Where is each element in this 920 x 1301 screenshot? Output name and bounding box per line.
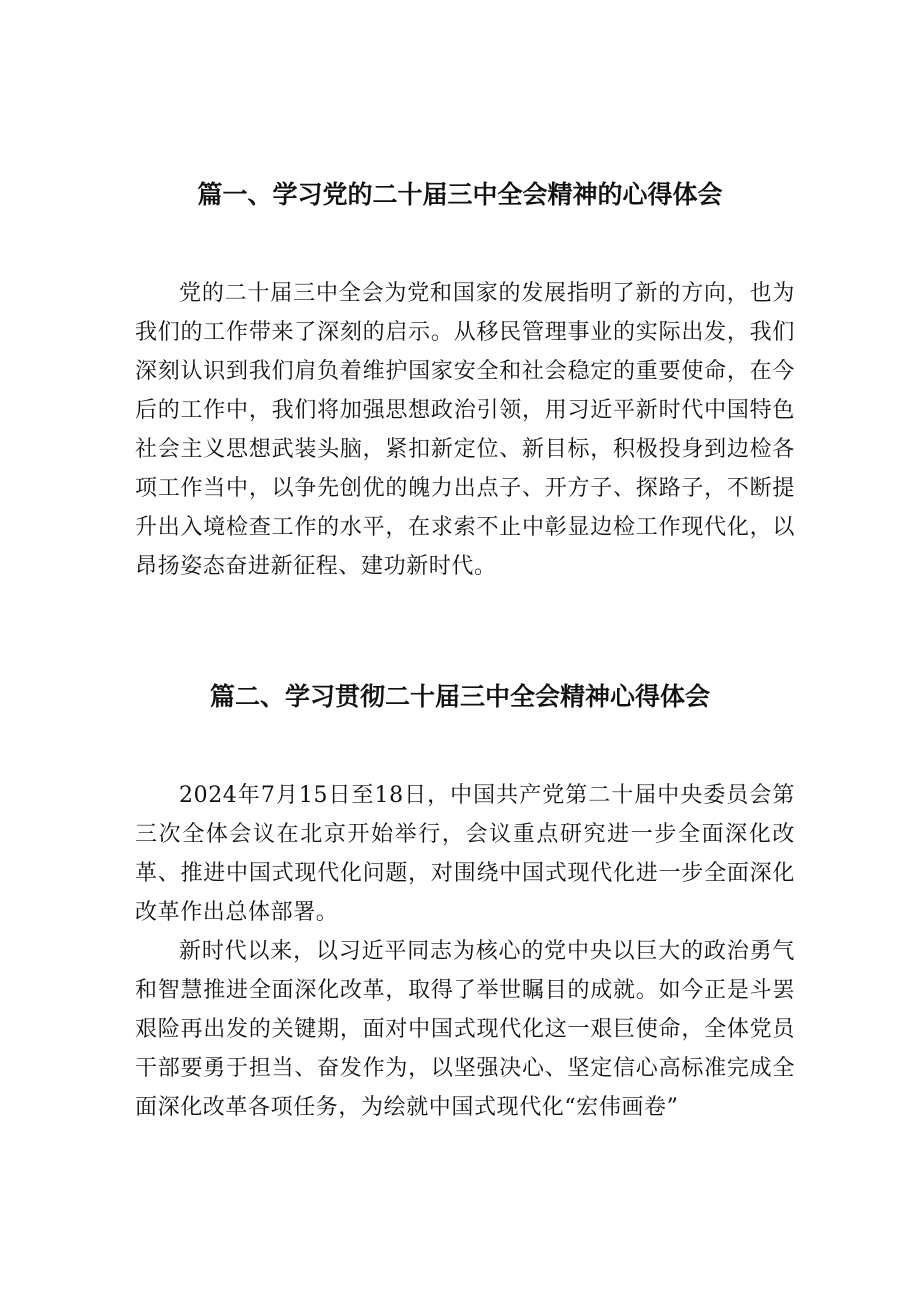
section-1-title: 篇一、学习党的二十届三中全会精神的心得体会 xyxy=(197,180,723,209)
section-2-paragraph-1: 2024年7月15日至18日，中国共产党第二十届中央委员会第三次全体会议在北京开始举行，会议重点研究进一步全面深化改革、推进中国式现代化问题，对围绕中国式现代化进一步全面深化改革作出总体部署。 xyxy=(135,783,795,925)
section-1-paragraph-1: 党的二十届三中全会为党和国家的发展指明了新的方向，也为我们的工作带来了深刻的启示。从移民管理事业的实际出发，我们深刻认识到我们肩负着维护国家安全和社会稳定的重要使命，在今后的工作中，我们将加强思想政治引领，用习近平新时代中国特色社会主义思想武装头脑，紧扣新定位、新目标，积极投身到边检各项工作当中，以争先创优的魄力出点子、开方子、探路子，不断提升出入境检查工作的水平，在求索不止中彰显边检工作现代化，以昂扬姿态奋进新征程、建功新时代。 xyxy=(135,281,795,579)
section-2-title: 篇二、学习贯彻二十届三中全会精神心得体会 xyxy=(209,682,710,711)
section-2-paragraph-2: 新时代以来，以习近平同志为核心的党中央以巨大的政治勇气和智慧推进全面深化改革，取得了举世瞩目的成就。如今正是斗罢艰险再出发的关键期，面对中国式现代化这一艰巨使命，全体党员干部要勇于担当、奋发作为，以坚强决心、坚定信心高标准完成全面深化改革各项任务，为绘就中国式现代化“宏伟画卷” xyxy=(135,939,795,1120)
